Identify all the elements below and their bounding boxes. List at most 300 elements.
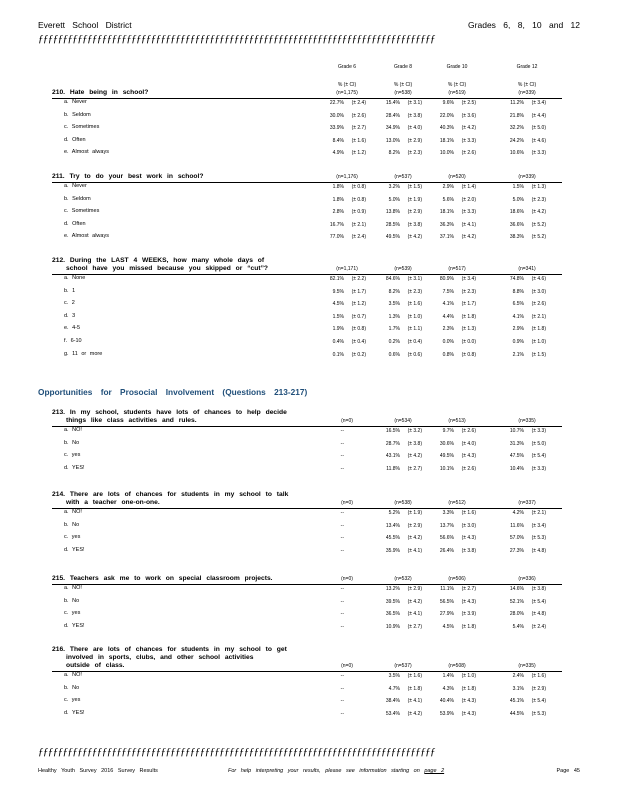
pct-ci-header: % (± CI) <box>393 82 413 88</box>
confidence-interval: (± 4.2) <box>531 209 546 216</box>
result-cell <box>374 100 422 106</box>
percent-value: 11.2% <box>510 100 524 106</box>
result-cell <box>428 624 476 630</box>
result-cell <box>428 548 476 554</box>
percent-value: 10.6% <box>509 150 524 157</box>
sample-size: (n=508) <box>448 663 466 669</box>
result-cell <box>498 698 546 704</box>
result-cell <box>318 548 366 554</box>
percent-value: -- <box>340 611 344 618</box>
sample-size: (n=0) <box>341 576 353 582</box>
confidence-interval: (± 3.8) <box>531 586 546 592</box>
result-cell <box>498 326 546 332</box>
percent-value: 0.2% <box>388 339 400 345</box>
answer-option: a. None <box>64 275 86 281</box>
percent-value: 28.5% <box>385 221 400 228</box>
result-cell <box>374 276 422 282</box>
confidence-interval: (± 1.9) <box>407 510 422 516</box>
page-link[interactable]: page 2 <box>424 768 445 774</box>
result-cell <box>498 113 546 119</box>
result-cell <box>374 339 422 345</box>
answer-option: d. YES! <box>64 464 85 471</box>
confidence-interval: (± 4.0) <box>407 125 422 132</box>
result-cell <box>374 586 422 592</box>
percent-value: 27.9% <box>439 611 454 618</box>
sample-size: (n=506) <box>448 576 466 582</box>
percent-value: 5.0% <box>512 196 524 203</box>
sample-size: (n=537) <box>394 174 412 180</box>
percent-value: 38.3% <box>509 234 524 241</box>
result-cell <box>498 441 546 447</box>
confidence-interval: (± 4.1) <box>407 611 422 618</box>
confidence-interval: (± 0.7) <box>351 313 366 320</box>
result-cell <box>428 441 476 447</box>
confidence-interval: (± 4.1) <box>407 698 422 705</box>
confidence-interval: (± 5.0) <box>531 125 546 132</box>
result-cell <box>318 150 366 156</box>
question-underline <box>52 98 562 99</box>
result-cell <box>498 510 546 516</box>
percent-value: 53.9% <box>439 710 454 717</box>
confidence-interval: (± 1.6) <box>531 673 546 679</box>
percent-value: 34.9% <box>385 125 400 132</box>
answer-option: c. 2 <box>64 300 75 307</box>
confidence-interval: (± 1.0) <box>461 673 476 679</box>
percent-value: 16.5% <box>385 428 400 434</box>
result-cell <box>374 624 422 630</box>
answer-option: b. Seldom <box>64 111 91 118</box>
sample-size: (n=534) <box>394 418 412 424</box>
sample-size: (n=337) <box>518 500 536 506</box>
result-cell <box>318 611 366 617</box>
percent-value: 84.6% <box>385 276 400 282</box>
confidence-interval: (± 1.8) <box>407 685 422 692</box>
percent-value: 21.8% <box>509 112 524 119</box>
answer-option: b. No <box>64 521 80 528</box>
percent-value: 40.3% <box>439 125 454 132</box>
confidence-interval: (± 3.4) <box>461 276 476 282</box>
answer-option: a. NO! <box>64 509 82 515</box>
percent-value: 6.5% <box>512 301 524 308</box>
answer-option: b. 1 <box>64 287 76 294</box>
percent-value: 0.8% <box>442 351 454 358</box>
answer-option: e. Almost always <box>64 149 109 156</box>
percent-value: 4.9% <box>332 150 344 157</box>
grade-column-header: Grade 8 <box>393 64 413 70</box>
percent-value: 1.8% <box>332 196 344 203</box>
confidence-interval: (± 1.6) <box>351 137 366 144</box>
result-cell <box>318 326 366 332</box>
sample-size: (n=0) <box>341 663 353 669</box>
result-cell <box>374 314 422 320</box>
confidence-interval: (± 0.4) <box>407 339 422 345</box>
percent-value: 1.5% <box>512 184 524 190</box>
answer-option: c. yes <box>64 610 81 617</box>
confidence-interval: (± 1.8) <box>461 313 476 320</box>
result-cell <box>318 138 366 144</box>
result-cell <box>498 197 546 203</box>
confidence-interval: (± 2.2) <box>351 276 366 282</box>
percent-value: 30.0% <box>329 112 344 119</box>
result-cell <box>498 428 546 434</box>
confidence-interval: (± 1.0) <box>407 313 422 320</box>
confidence-interval: (± 2.7) <box>461 586 476 592</box>
answer-option: e. Almost always <box>64 233 109 240</box>
result-cell <box>498 150 546 156</box>
confidence-interval: (± 1.1) <box>407 326 422 333</box>
confidence-interval: (± 0.2) <box>351 351 366 358</box>
confidence-interval: (± 5.3) <box>531 535 546 542</box>
percent-value: 9.6% <box>442 100 454 106</box>
result-cell <box>428 150 476 156</box>
grade-column-header: Grade 12 <box>516 64 538 70</box>
percent-value: 2.9% <box>512 326 524 333</box>
confidence-interval: (± 4.3) <box>461 598 476 605</box>
question-underline <box>52 584 562 585</box>
percent-value: 31.3% <box>509 440 524 447</box>
percent-value: 0.9% <box>512 339 524 345</box>
result-cell <box>374 510 422 516</box>
result-cell <box>374 326 422 332</box>
result-cell <box>374 150 422 156</box>
result-cell <box>374 441 422 447</box>
confidence-interval: (± 4.2) <box>407 535 422 542</box>
result-cell <box>498 339 546 345</box>
percent-value: 36.6% <box>509 221 524 228</box>
confidence-interval: (± 4.2) <box>461 125 476 132</box>
percent-value: 36.5% <box>385 611 400 618</box>
sample-size: (n=538) <box>394 500 412 506</box>
confidence-interval: (± 2.5) <box>461 100 476 106</box>
percent-value: -- <box>340 673 344 679</box>
answer-option: b. No <box>64 439 80 446</box>
percent-value: 22.0% <box>439 112 454 119</box>
answer-option: d. YES! <box>64 546 85 553</box>
confidence-interval: (± 2.9) <box>407 209 422 216</box>
percent-value: 2.8% <box>332 209 344 216</box>
result-cell <box>428 222 476 228</box>
percent-value: 11.8% <box>386 465 400 472</box>
confidence-interval: (± 2.1) <box>531 510 546 516</box>
percent-value: -- <box>340 623 344 630</box>
percent-value: 11.6% <box>510 522 524 529</box>
bottom-rule: ƒƒƒƒƒƒƒƒƒƒƒƒƒƒƒƒƒƒƒƒƒƒƒƒƒƒƒƒƒƒƒƒƒƒƒƒƒƒƒƒƒƒƒƒƒƒƒƒƒƒƒƒƒƒƒƒƒƒƒƒƒƒƒƒƒƒƒƒƒƒƒƒƒƒƒƒƒƒƒƒƒ <box>38 746 435 758</box>
percent-value: -- <box>340 440 344 447</box>
percent-value: -- <box>340 535 344 542</box>
percent-value: 44.5% <box>509 710 524 717</box>
percent-value: 35.9% <box>385 547 400 554</box>
confidence-interval: (± 0.4) <box>351 339 366 345</box>
percent-value: 5.2% <box>388 510 400 516</box>
percent-value: 15.4% <box>385 100 400 106</box>
confidence-interval: (± 3.0) <box>531 288 546 295</box>
percent-value: 5.0% <box>388 196 400 203</box>
percent-value: 4.4% <box>442 313 454 320</box>
confidence-interval: (± 2.6) <box>531 301 546 308</box>
confidence-interval: (± 5.4) <box>531 698 546 705</box>
confidence-interval: (± 3.0) <box>461 522 476 529</box>
answer-option: d. YES! <box>64 709 85 716</box>
question-text: 213. In my school, students have lots of chances to help decide <box>52 409 287 416</box>
confidence-interval: (± 5.3) <box>531 710 546 717</box>
percent-value: 3.1% <box>512 685 524 692</box>
confidence-interval: (± 1.2) <box>351 301 366 308</box>
result-cell <box>318 184 366 190</box>
confidence-interval: (± 5.4) <box>531 598 546 605</box>
result-cell <box>428 510 476 516</box>
top-rule: ƒƒƒƒƒƒƒƒƒƒƒƒƒƒƒƒƒƒƒƒƒƒƒƒƒƒƒƒƒƒƒƒƒƒƒƒƒƒƒƒƒƒƒƒƒƒƒƒƒƒƒƒƒƒƒƒƒƒƒƒƒƒƒƒƒƒƒƒƒƒƒƒƒƒƒƒƒƒƒƒƒ <box>38 33 435 45</box>
confidence-interval: (± 5.0) <box>531 440 546 447</box>
result-cell <box>428 100 476 106</box>
percent-value: 82.1% <box>329 276 344 282</box>
result-cell <box>498 314 546 320</box>
confidence-interval: (± 4.2) <box>461 234 476 241</box>
percent-value: 18.1% <box>439 209 454 216</box>
result-cell <box>318 276 366 282</box>
sample-size: (n=513) <box>448 418 466 424</box>
percent-value: 33.9% <box>329 125 344 132</box>
result-cell <box>318 599 366 605</box>
question-text: 214. There are lots of chances for students in my school to talk <box>52 491 289 498</box>
result-cell <box>498 523 546 529</box>
sample-size: (n=339) <box>518 174 536 180</box>
percent-value: 0.4% <box>332 339 344 345</box>
sample-size: (n=517) <box>448 266 466 272</box>
result-cell <box>498 624 546 630</box>
confidence-interval: (± 4.8) <box>531 547 546 554</box>
percent-value: -- <box>340 453 344 460</box>
result-cell <box>318 339 366 345</box>
result-cell <box>318 453 366 459</box>
sample-size: (n=1,176) <box>336 174 358 180</box>
answer-option: a. NO! <box>64 672 82 678</box>
percent-value: 1.9% <box>332 326 344 333</box>
percent-value: 40.4% <box>439 698 454 705</box>
result-cell <box>318 222 366 228</box>
answer-option: a. NO! <box>64 427 82 433</box>
percent-value: 1.3% <box>388 313 400 320</box>
pct-ci-header: % (± CI) <box>337 82 357 88</box>
confidence-interval: (± 3.8) <box>407 221 422 228</box>
result-cell <box>428 209 476 215</box>
result-cell <box>498 466 546 472</box>
confidence-interval: (± 3.1) <box>407 276 422 282</box>
result-cell <box>498 673 546 679</box>
result-cell <box>428 428 476 434</box>
result-cell <box>318 428 366 434</box>
confidence-interval: (± 1.3) <box>461 326 476 333</box>
percent-value: 13.8% <box>385 209 400 216</box>
sample-size: (n=0) <box>341 500 353 506</box>
percent-value: 4.1% <box>442 301 454 308</box>
percent-value: -- <box>340 598 344 605</box>
sample-size: (n=339) <box>518 90 536 96</box>
confidence-interval: (± 2.4) <box>351 100 366 106</box>
grade-column-header: Grade 6 <box>337 64 357 70</box>
answer-option: c. Sometimes <box>64 124 100 131</box>
percent-value: 14.6% <box>509 586 524 592</box>
confidence-interval: (± 2.9) <box>531 685 546 692</box>
result-cell <box>428 599 476 605</box>
result-cell <box>374 197 422 203</box>
sample-size: (n=539) <box>394 266 412 272</box>
percent-value: 57.0% <box>509 535 524 542</box>
answer-option: d. Often <box>64 136 86 143</box>
result-cell <box>374 673 422 679</box>
result-cell <box>318 314 366 320</box>
answer-option: g. 11 or more <box>64 350 103 357</box>
sample-size: (n=532) <box>394 576 412 582</box>
sample-size: (n=336) <box>518 576 536 582</box>
question-text: involved in sports, clubs, and other school activities <box>66 654 254 661</box>
result-cell <box>318 711 366 717</box>
result-cell <box>428 453 476 459</box>
percent-value: 49.5% <box>385 234 400 241</box>
percent-value: -- <box>340 465 344 472</box>
sample-size: (n=1,175) <box>336 90 358 96</box>
sample-size: (n=335) <box>518 663 536 669</box>
confidence-interval: (± 3.8) <box>407 112 422 119</box>
percent-value: -- <box>340 685 344 692</box>
percent-value: 22.7% <box>329 100 344 106</box>
result-cell <box>374 209 422 215</box>
percent-value: 4.7% <box>388 685 400 692</box>
result-cell <box>318 289 366 295</box>
result-cell <box>428 535 476 541</box>
sample-size: (n=0) <box>341 418 353 424</box>
sample-size: (n=335) <box>518 418 536 424</box>
percent-value: 0.0% <box>442 339 454 345</box>
confidence-interval: (± 4.2) <box>407 234 422 241</box>
percent-value: 56.6% <box>439 535 454 542</box>
percent-value: 9.7% <box>442 428 454 434</box>
confidence-interval: (± 4.0) <box>461 440 476 447</box>
confidence-interval: (± 4.2) <box>407 710 422 717</box>
percent-value: 77.0% <box>329 234 344 241</box>
percent-value: 10.7% <box>509 428 524 434</box>
percent-value: 10.1% <box>439 465 454 472</box>
result-cell <box>498 138 546 144</box>
confidence-interval: (± 2.9) <box>407 586 422 592</box>
result-cell <box>318 441 366 447</box>
confidence-interval: (± 2.9) <box>407 137 422 144</box>
answer-option: a. Never <box>64 183 87 189</box>
percent-value: 9.5% <box>332 288 344 295</box>
result-cell <box>428 113 476 119</box>
confidence-interval: (± 3.3) <box>531 150 546 157</box>
confidence-interval: (± 1.4) <box>461 184 476 190</box>
percent-value: 11.1% <box>440 586 454 592</box>
confidence-interval: (± 2.0) <box>461 196 476 203</box>
percent-value: 2.9% <box>442 184 454 190</box>
percent-value: 8.2% <box>388 288 400 295</box>
answer-option: d. YES! <box>64 622 85 629</box>
confidence-interval: (± 4.4) <box>531 112 546 119</box>
sample-size: (n=519) <box>448 90 466 96</box>
percent-value: 18.1% <box>439 137 454 144</box>
percent-value: -- <box>340 698 344 705</box>
percent-value: 0.1% <box>332 351 344 358</box>
sample-size: (n=520) <box>448 174 466 180</box>
answer-option: e. 4-5 <box>64 325 81 332</box>
grades-heading: Grades 6, 8, 10 and 12 <box>468 20 580 30</box>
percent-value: -- <box>340 510 344 516</box>
sample-size: (n=512) <box>448 500 466 506</box>
percent-value: 45.1% <box>509 698 524 705</box>
confidence-interval: (± 2.9) <box>407 522 422 529</box>
confidence-interval: (± 3.4) <box>531 522 546 529</box>
result-cell <box>374 599 422 605</box>
result-cell <box>318 673 366 679</box>
percent-value: 1.7% <box>388 326 400 333</box>
question-underline <box>52 182 562 183</box>
question-text: 215. Teachers ask me to work on special classroom projects. <box>52 575 273 582</box>
percent-value: -- <box>340 428 344 434</box>
result-cell <box>498 586 546 592</box>
pct-ci-header: % (± CI) <box>517 82 537 88</box>
percent-value: 56.5% <box>439 598 454 605</box>
confidence-interval: (± 2.6) <box>461 150 476 157</box>
question-text: outside of class. <box>66 662 125 669</box>
result-cell <box>498 599 546 605</box>
result-cell <box>428 234 476 240</box>
question-text: 212. During the LAST 4 WEEKS, how many whole days of <box>52 257 265 264</box>
confidence-interval: (± 2.4) <box>531 623 546 630</box>
confidence-interval: (± 4.3) <box>461 698 476 705</box>
confidence-interval: (± 0.0) <box>461 339 476 345</box>
confidence-interval: (± 3.8) <box>407 440 422 447</box>
result-cell <box>318 510 366 516</box>
confidence-interval: (± 0.6) <box>407 351 422 358</box>
percent-value: 28.0% <box>509 611 524 618</box>
result-cell <box>374 535 422 541</box>
answer-option: c. yes <box>64 534 81 541</box>
confidence-interval: (± 1.5) <box>531 351 546 358</box>
percent-value: 8.2% <box>388 150 400 157</box>
result-cell <box>318 234 366 240</box>
result-cell <box>428 611 476 617</box>
percent-value: 28.7% <box>385 440 400 447</box>
answer-option: f. 6-10 <box>64 338 82 344</box>
confidence-interval: (± 2.7) <box>407 465 422 472</box>
confidence-interval: (± 3.4) <box>531 100 546 106</box>
footer-help-text <box>228 768 444 774</box>
result-cell <box>498 686 546 692</box>
result-cell <box>374 184 422 190</box>
result-cell <box>498 184 546 190</box>
result-cell <box>374 113 422 119</box>
result-cell <box>374 711 422 717</box>
result-cell <box>498 276 546 282</box>
percent-value: -- <box>340 547 344 554</box>
confidence-interval: (± 4.3) <box>461 710 476 717</box>
confidence-interval: (± 4.1) <box>407 547 422 554</box>
confidence-interval: (± 4.1) <box>461 221 476 228</box>
result-cell <box>374 611 422 617</box>
confidence-interval: (± 3.3) <box>461 209 476 216</box>
answer-option: b. No <box>64 684 80 691</box>
footer-survey: Healthy Youth Survey 2016 Survey Results <box>38 768 158 774</box>
percent-value: 3.5% <box>388 673 400 679</box>
percent-value: -- <box>340 522 344 529</box>
percent-value: 1.8% <box>332 184 344 190</box>
result-cell <box>428 125 476 131</box>
answer-option: c. yes <box>64 452 81 459</box>
confidence-interval: (± 1.6) <box>461 510 476 516</box>
percent-value: 8.4% <box>332 137 344 144</box>
answer-option: b. Seldom <box>64 195 91 202</box>
result-cell <box>318 523 366 529</box>
